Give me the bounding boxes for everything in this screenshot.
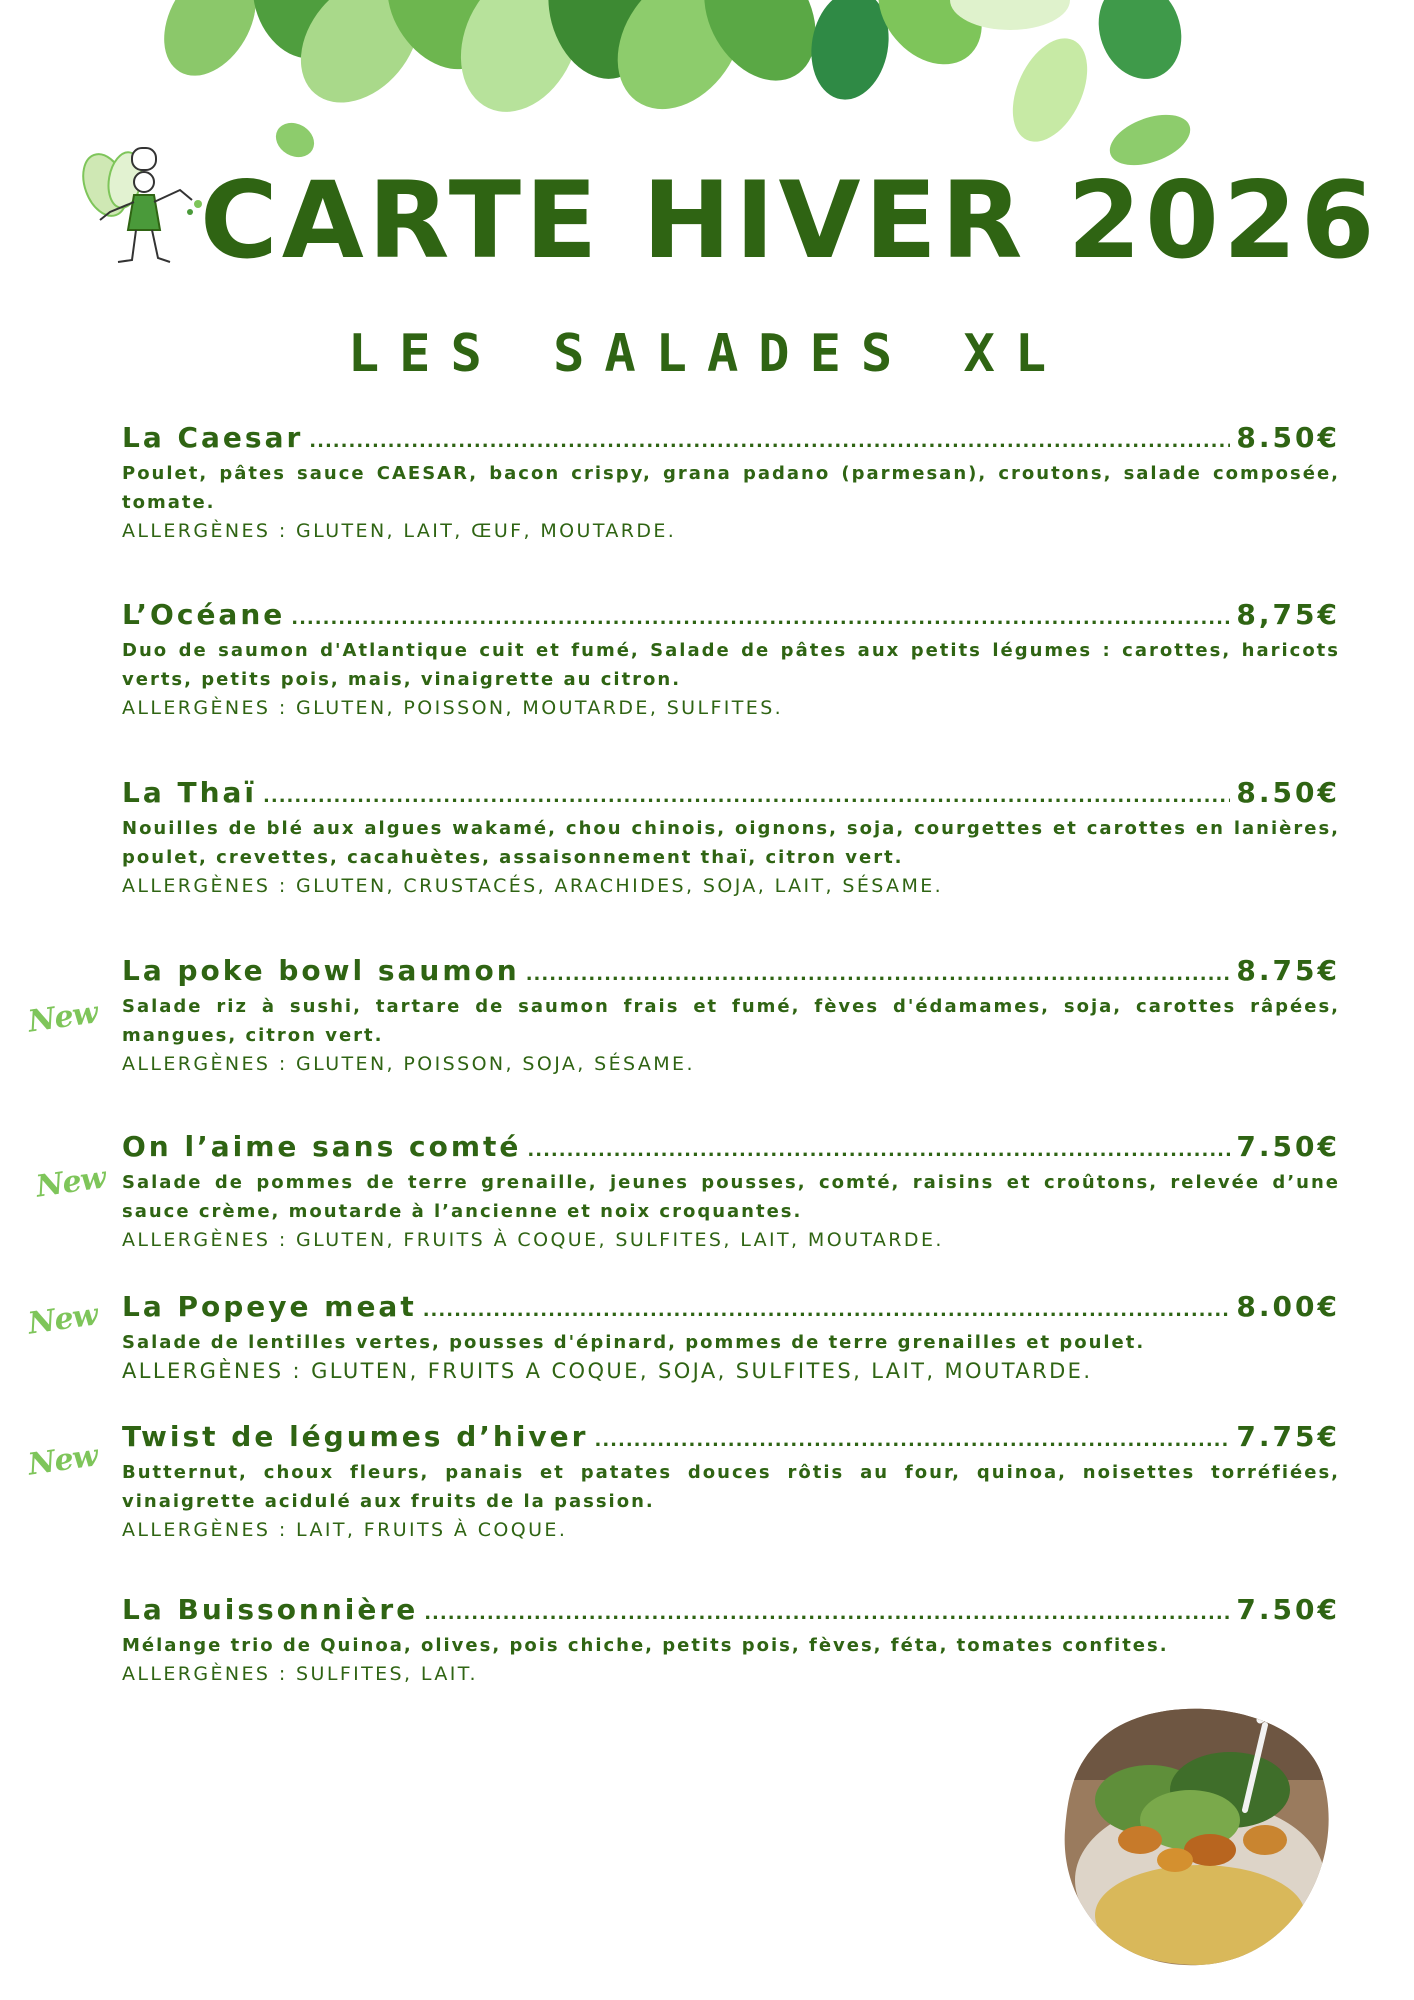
item-name: La poke bowl saumon — [122, 954, 520, 987]
item-description: Salade de pommes de terre grenaille, jeunes pousses, comté, raisins et croûtons, relevée d’une sauce crème, moutarde à l’ancienne et noix croquantes. — [122, 1172, 1340, 1222]
item-price: 8.50€ — [1236, 776, 1340, 809]
item-allergens: ALLERGÈNES : GLUTEN, LAIT, ŒUF, MOUTARDE. — [122, 520, 677, 542]
leader-dots — [291, 608, 1230, 629]
section-subtitle: LES SALADES XL — [347, 324, 1067, 384]
menu-item — [122, 954, 1340, 1079]
item-name: Twist de légumes d’hiver — [122, 1420, 589, 1453]
menu-item — [122, 776, 1340, 901]
new-badge: New — [25, 1297, 100, 1342]
item-description: Salade de lentilles vertes, pousses d'épinard, pommes de terre grenailles et poulet. — [122, 1332, 1146, 1353]
leader-dots — [527, 1140, 1230, 1161]
leader-dots — [263, 786, 1230, 807]
item-description: Poulet, pâtes sauce CAESAR, bacon crispy, grana padano (parmesan), croutons, salade composée, tomate. — [122, 463, 1340, 513]
new-badge: New — [25, 1438, 100, 1483]
item-allergens: ALLERGÈNES : SULFITES, LAIT. — [122, 1663, 478, 1685]
menu-item — [122, 1420, 1340, 1545]
item-description: Salade riz à sushi, tartare de saumon frais et fumé, fèves d'édamames, soja, carottes râpées, mangues, citron vert. — [122, 996, 1340, 1046]
new-badge: New — [33, 1160, 108, 1205]
salad-bowl-photo — [1060, 1700, 1335, 1970]
menu-item — [122, 1593, 1340, 1689]
item-description: Mélange trio de Quinoa, olives, pois chiche, petits pois, fèves, féta, tomates confites. — [122, 1635, 1169, 1656]
item-description: Nouilles de blé aux algues wakamé, chou chinois, oignons, soja, courgettes et carottes en lanières, poulet, crevettes, cacahuètes, assaisonnement thaï, citron vert. — [122, 818, 1340, 868]
item-price: 7.50€ — [1236, 1593, 1340, 1626]
item-price: 8.50€ — [1236, 421, 1340, 454]
leader-dots — [309, 431, 1230, 452]
item-allergens: ALLERGÈNES : GLUTEN, FRUITS À COQUE, SULFITES, LAIT, MOUTARDE. — [122, 1229, 944, 1251]
item-price: 8,75€ — [1236, 598, 1340, 631]
leader-dots — [526, 964, 1231, 985]
item-allergens: ALLERGÈNES : GLUTEN, CRUSTACÉS, ARACHIDES, SOJA, LAIT, SÉSAME. — [122, 875, 944, 897]
item-price: 8.00€ — [1236, 1290, 1340, 1323]
leader-dots — [424, 1603, 1230, 1624]
menu-item — [122, 598, 1340, 723]
chef-mascot-icon — [70, 140, 210, 275]
leader-dots — [594, 1430, 1230, 1451]
item-allergens: ALLERGÈNES : GLUTEN, POISSON, MOUTARDE, SULFITES. — [122, 697, 784, 719]
item-price: 8.75€ — [1236, 954, 1340, 987]
item-description: Duo de saumon d'Atlantique cuit et fumé, Salade de pâtes aux petits légumes : carottes, haricots verts, petits pois, mais, vinaigrette au citron. — [122, 640, 1340, 690]
item-price: 7.75€ — [1236, 1420, 1340, 1453]
item-allergens: ALLERGÈNES : LAIT, FRUITS À COQUE. — [122, 1519, 568, 1541]
page-title: CARTE HIVER 2026 — [200, 159, 1379, 282]
item-name: L’Océane — [122, 598, 286, 631]
new-badge: New — [25, 995, 100, 1040]
menu-item — [122, 1290, 1340, 1386]
menu-item — [122, 1130, 1340, 1255]
item-name: La Thaï — [122, 776, 258, 809]
item-name: La Buissonnière — [122, 1593, 419, 1626]
item-name: On l’aime sans comté — [122, 1130, 522, 1163]
item-allergens: ALLERGÈNES : GLUTEN, POISSON, SOJA, SÉSAME. — [122, 1053, 695, 1075]
item-name: La Caesar — [122, 421, 304, 454]
menu-item — [122, 421, 1340, 546]
item-allergens: ALLERGÈNES : GLUTEN, FRUITS A COQUE, SOJA, SULFITES, LAIT, MOUTARDE. — [122, 1359, 1093, 1383]
item-name: La Popeye meat — [122, 1290, 417, 1323]
leaves-decoration — [0, 0, 1414, 180]
item-price: 7.50€ — [1236, 1130, 1340, 1163]
item-description: Butternut, choux fleurs, panais et patates douces rôtis au four, quinoa, noisettes torréfiées, vinaigrette acidulé aux fruits de la passion. — [122, 1462, 1340, 1512]
leader-dots — [423, 1300, 1231, 1321]
